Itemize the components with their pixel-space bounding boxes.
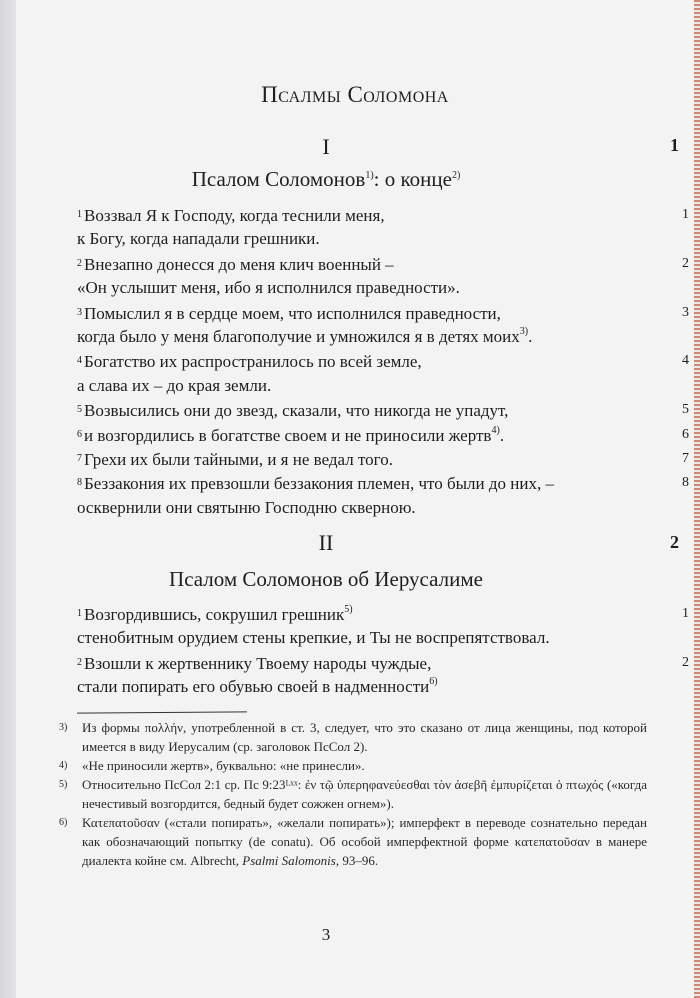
footnotes (59, 718, 664, 870)
footnote-number: 5) (59, 779, 68, 790)
verse-line (77, 471, 697, 495)
footnote-ref[interactable]: 6) (429, 676, 438, 688)
footnote-ref[interactable]: 4) (491, 424, 500, 436)
verse-line (77, 325, 697, 349)
margin-verse-number: 1 (682, 207, 689, 222)
verse-line (77, 276, 697, 300)
footnote (59, 813, 664, 870)
verse-line (77, 203, 697, 227)
verse-line (77, 496, 697, 520)
verse-text: Возгордившись, сокрушил грешник (84, 605, 345, 624)
verse-text: стали попирать его обувью своей в надменности (77, 677, 430, 697)
verse-text: стенобитным орудием стены крепкие, и Ты не воспрепятствовал. (77, 628, 550, 648)
verse-text: Помыслил я в сердце моем, что исполнился праведности, (84, 303, 501, 323)
page-title: Псалмы Соломона (261, 82, 449, 107)
footnote-body: «Не приносили жертв», буквально: «не принесли». (82, 758, 365, 773)
verse-line (77, 374, 697, 398)
footnote (59, 756, 664, 775)
verse-text: Богатство их распространилось по всей земле, (84, 352, 422, 372)
psalm-heading: Псалом Соломонов об Иерусалиме (169, 567, 483, 591)
chapter-margin-number: 1 (670, 135, 679, 155)
verse-line (77, 602, 697, 626)
verse-number: 2 (77, 656, 82, 668)
verse-number: 8 (77, 477, 82, 489)
verse-text: Воззвал Я к Господу, когда теснили меня, (84, 206, 385, 225)
footnote-body: Из формы πολλήν, употребленной в ст. 3, следует, что это сказано от лица женщины, под которой имеется в виду Иерусалим (ср. заголовок ПсСол 2). (82, 720, 647, 754)
book-page (16, 0, 694, 998)
verse-line (77, 398, 697, 422)
verse-line (77, 447, 697, 471)
margin-verse-number: 8 (682, 475, 689, 491)
verse-number: 6 (77, 428, 82, 440)
footnote-ref[interactable]: 5) (344, 604, 353, 615)
verse-line (77, 651, 697, 675)
verse-number: 1 (77, 209, 82, 220)
verse-text: когда было у меня благополучие и умножился я в детях моих (77, 326, 520, 346)
margin-verse-number: 4 (682, 353, 689, 369)
page-number: 3 (321, 925, 331, 944)
verse-text: Беззакония их превзошли беззакония племен, что были до них, – (84, 474, 554, 494)
footnote-text (82, 775, 647, 813)
footnote-separator (77, 711, 247, 713)
footnote-ref[interactable]: 2) (451, 170, 461, 181)
verse-line (77, 675, 697, 699)
verse-text: осквернили они святыню Господню скверною. (77, 497, 416, 517)
verse-line (77, 252, 697, 276)
footnote-number: 4) (59, 760, 68, 771)
verse-text: Взошли к жертвеннику Твоему народы чуждые, (84, 653, 432, 673)
footnote-tail: , 93–96. (335, 853, 379, 868)
verse-line (77, 423, 697, 447)
footnote-text (82, 756, 647, 775)
verse-line (77, 626, 697, 650)
psalm-verses (77, 602, 697, 700)
margin-verse-number: 5 (682, 402, 689, 418)
verse-text: и возгордились в богатстве своем и не приносили жертв (84, 425, 492, 445)
footnote-text (82, 718, 647, 756)
footnote (59, 775, 664, 813)
heading-text: : о конце (373, 167, 452, 191)
verse-number: 5 (77, 404, 82, 416)
margin-verse-number: 3 (682, 304, 689, 320)
margin-verse-number: 7 (682, 450, 689, 466)
footnote-ref[interactable]: 3) (519, 325, 529, 337)
footnote-text (82, 813, 647, 870)
margin-verse-number: 2 (682, 255, 689, 271)
verse-text: Грехи их были тайными, и я не ведал того. (84, 449, 393, 469)
verse-line (77, 227, 697, 251)
chapter-margin-number: 2 (670, 532, 679, 552)
verse-text: Внезапно донесся до меня клич военный – (84, 254, 394, 274)
verse-number: 4 (77, 355, 82, 367)
margin-verse-number: 6 (682, 426, 689, 442)
psalm-verses (77, 203, 697, 520)
verse-line (77, 349, 697, 373)
footnote-number: 3) (59, 722, 68, 733)
verse-text: «Он услышит меня, ибо я исполнился праведности». (77, 278, 460, 298)
verse-punctuation: . (528, 326, 533, 346)
psalm-heading (16, 167, 636, 192)
margin-verse-number: 1 (682, 606, 689, 621)
page-left-edge (0, 0, 17, 998)
verse-line (77, 301, 697, 325)
footnote-body: Κατεπατοῦσαν («стали попирать», «желали попирать»); имперфект в переводе сознательно передан как обозначающий попытку (de conatu). Об особой имперфектной форме κατεπατοῦσαν в манере диалекта койне см. Albrecht, (82, 815, 647, 868)
book-title: Psalmi Salomonis (242, 853, 336, 868)
verse-number: 7 (77, 452, 82, 464)
verse-punctuation: . (499, 425, 505, 445)
chapter-number-roman: II (318, 530, 334, 555)
verse-text: к Богу, когда нападали грешники. (77, 229, 320, 249)
verse-number: 2 (77, 257, 82, 269)
footnote-number: 6) (59, 817, 68, 828)
verse-number: 3 (77, 306, 82, 318)
footnote (59, 718, 664, 756)
chapter-number-roman: I (322, 134, 330, 159)
footnote-ref[interactable]: 1) (365, 170, 374, 181)
verse-number: 1 (77, 608, 82, 619)
verse-text: Возвысились они до звезд, сказали, что никогда не упадут, (84, 401, 509, 421)
footnote-body: Относительно ПсСол 2:1 ср. Пс 9:23ᴸˣˣ: ἐν τῷ ὑπερηφανεύεσθαι τὸν ἀσεβῆ ἐμπυρίζεται ὁ πτωχός («когда нечестивый возгордится, бедный будет сожжен огнем»). (82, 777, 647, 811)
verse-text: а слава их – до края земли. (77, 375, 272, 395)
heading-text: Псалом Соломонов (191, 167, 366, 191)
margin-verse-number: 2 (682, 654, 689, 670)
